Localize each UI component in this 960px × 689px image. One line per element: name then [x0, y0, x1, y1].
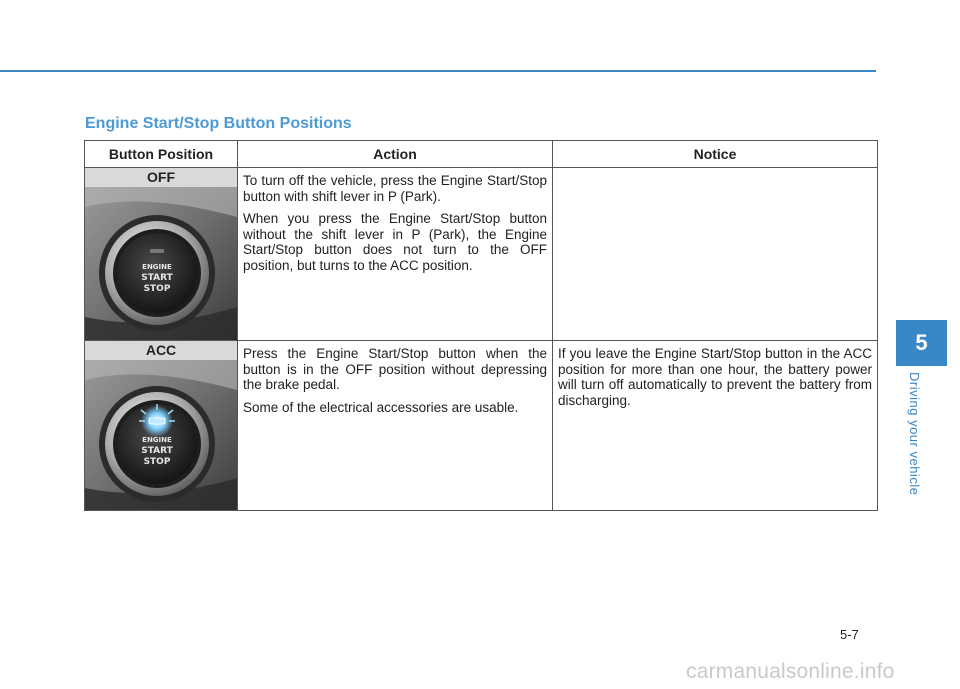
table-row — [85, 168, 878, 341]
button-text-start: START — [141, 273, 173, 283]
table-row — [85, 341, 878, 511]
engine-start-stop-button-lit-image — [85, 360, 237, 510]
header-action: Action — [238, 141, 553, 168]
engine-start-stop-button-image — [85, 187, 237, 340]
button-text-stop: STOP — [143, 457, 171, 467]
action-paragraph: Some of the electrical accessories are usable. — [243, 399, 519, 415]
header-button-position: Button Position — [85, 141, 238, 168]
position-label: OFF — [85, 168, 237, 187]
action-cell-off — [238, 168, 553, 341]
chapter-title: Driving your vehicle — [907, 372, 922, 496]
section-title: Engine Start/Stop Button Positions — [85, 115, 352, 132]
notice-paragraph: If you leave the Engine Start/Stop button in the ACC position for more than one hour, the battery power will turn off automatically to prevent the battery from discharging. — [558, 346, 872, 408]
action-paragraph: Press the Engine Start/Stop button when the button is in the OFF position without depressing the brake pedal. — [243, 346, 547, 392]
button-text-stop: STOP — [143, 284, 171, 294]
action-cell-acc — [238, 341, 553, 511]
header-rule — [0, 70, 876, 72]
button-text-engine: ENGINE — [142, 263, 172, 271]
notice-cell-off — [553, 168, 878, 341]
table-header-row — [85, 141, 878, 168]
button-text-engine: ENGINE — [142, 436, 172, 444]
notice-cell-acc — [553, 341, 878, 511]
position-cell-acc — [85, 341, 238, 511]
page-number: 5-7 — [840, 627, 859, 642]
action-paragraph: When you press the Engine Start/Stop button without the shift lever in P (Park), the Engine Start/Stop button does not turn to the OFF position, but turns to the ACC position. — [243, 211, 547, 273]
action-paragraph: To turn off the vehicle, press the Engine Start/Stop button with shift lever in P (Park). — [243, 173, 547, 204]
watermark: carmanualsonline.info — [686, 660, 895, 683]
chapter-tab: 5 — [896, 320, 947, 366]
position-cell-off — [85, 168, 238, 341]
header-notice: Notice — [553, 141, 878, 168]
button-positions-table — [84, 140, 878, 511]
button-text-start: START — [141, 446, 173, 456]
position-label: ACC — [85, 341, 237, 360]
